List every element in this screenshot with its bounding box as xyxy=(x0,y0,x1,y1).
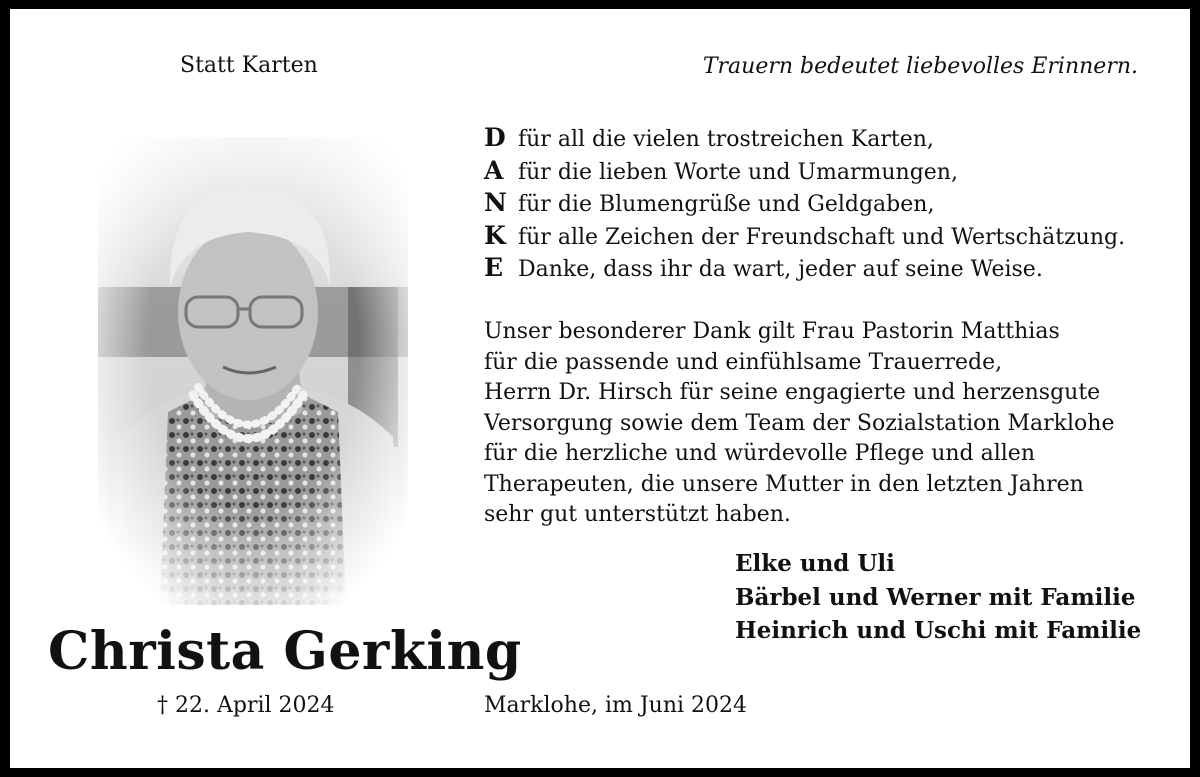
family-signatures xyxy=(735,547,1141,648)
acrostic-row xyxy=(484,221,1125,254)
portrait-photo xyxy=(98,137,408,605)
thanks-line: für die herzliche und würdevolle Pflege und allen xyxy=(484,441,1035,466)
acrostic-row xyxy=(484,156,1125,189)
acrostic-text: für alle Zeichen der Freundschaft und Wertschätzung. xyxy=(518,224,1126,250)
danke-acrostic xyxy=(484,123,1125,286)
death-date: † 22. April 2024 xyxy=(157,693,335,718)
thanks-line: Unser besonderer Dank gilt Frau Pastorin Matthias xyxy=(484,319,1060,344)
thanks-line: Therapeuten, die unsere Mutter in den letzten Jahren xyxy=(484,471,1084,497)
acrostic-letter: E xyxy=(484,253,504,282)
acrostic-row xyxy=(484,253,1125,286)
acrostic-text: für die lieben Worte und Umarmungen, xyxy=(518,159,958,185)
acrostic-row xyxy=(484,188,1125,221)
acrostic-text: für die Blumengrüße und Geldgaben, xyxy=(518,192,935,217)
thanks-paragraph xyxy=(484,317,1114,531)
thanks-line: sehr gut unterstützt haben. xyxy=(484,502,791,527)
deceased-name: Christa Gerking xyxy=(48,621,522,682)
acrostic-letter: D xyxy=(484,123,506,152)
acrostic-letter: N xyxy=(484,188,507,217)
acrostic-letter: A xyxy=(484,155,504,185)
acrostic-letter: K xyxy=(484,220,506,250)
acrostic-text: Danke, dass ihr da wart, jeder auf seine Weise. xyxy=(518,257,1043,282)
family-line: Bärbel und Werner mit Familie xyxy=(735,583,1136,611)
family-line: Elke und Uli xyxy=(735,550,895,577)
acrostic-text: für all die vielen trostreichen Karten, xyxy=(518,127,934,152)
thanks-line: Herrn Dr. Hirsch für seine engagierte und herzensgute xyxy=(484,380,1101,405)
statt-karten-label: Statt Karten xyxy=(180,53,318,78)
thanks-line: Versorgung sowie dem Team der Sozialstation Marklohe xyxy=(484,410,1115,436)
thanks-line: für die passende und einfühlsame Trauerrede, xyxy=(484,349,1003,375)
acrostic-row xyxy=(484,123,1125,156)
family-line: Heinrich und Uschi mit Familie xyxy=(735,617,1142,644)
motto-text: Trauern bedeutet liebevolles Erinnern. xyxy=(702,54,1138,79)
place-date: Marklohe, im Juni 2024 xyxy=(484,693,748,718)
